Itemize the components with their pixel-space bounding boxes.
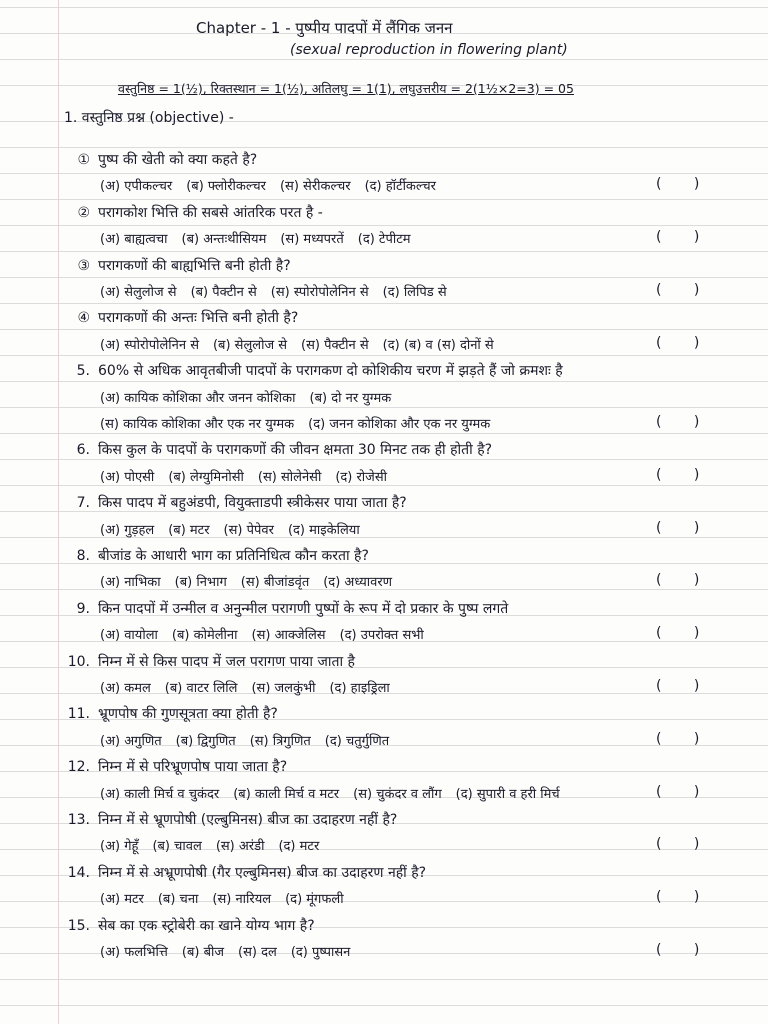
question-number: 8. [76, 548, 90, 564]
question-stem: किस पादप में बहुअंडपी, वियुक्ताडपी स्त्रीकेसर पाया जाता है? [98, 495, 407, 512]
option-choice[interactable]: (स) पैक्टीन से [301, 337, 369, 353]
question-stem: निम्न में से किस पादप में जल परागण पाया जाता है [98, 653, 355, 670]
question-stem: निम्न में से भ्रूणपोषी (एल्बुमिनस) बीज का उदाहरण नहीं है? [98, 812, 398, 828]
answer-bracket[interactable]: ( ) [656, 730, 714, 747]
option-choice[interactable]: (द) लिपिड से [382, 285, 447, 300]
question-number: ④ [77, 310, 90, 327]
option-row [100, 414, 504, 432]
option-choice[interactable]: (स) स्पोरोपोलेनिन से [270, 285, 369, 300]
question-text [60, 440, 492, 459]
option-row [100, 229, 425, 247]
question-stem: भ्रूणपोष की गुणसूत्रता क्या होती है? [98, 706, 278, 723]
answer-bracket[interactable]: ( ) [656, 466, 714, 483]
option-choice[interactable]: (स) कायिक कोशिका और एक नर युग्मक [100, 417, 295, 432]
question-number: 5. [76, 363, 90, 380]
answer-bracket[interactable]: ( ) [656, 176, 714, 193]
question-text [60, 757, 287, 776]
question-stem: निम्न में से परिभ्रूणपोष पाया जाता है? [98, 759, 288, 776]
question-number: ② [77, 204, 90, 221]
question-stem: परागकणों की अन्तः भित्ति बनी होती है? [98, 310, 299, 327]
option-choice[interactable]: (अ) काली मिर्च व चुकंदर [100, 786, 220, 802]
option-row [100, 467, 401, 485]
option-choice[interactable]: (द) सुपारी व हरी मिर्च [455, 786, 560, 802]
option-choice[interactable]: (स) चुकंदर व लौंग [353, 786, 442, 802]
option-row [100, 335, 508, 353]
option-choice[interactable]: (स) अरंडी [215, 839, 265, 855]
answer-bracket[interactable]: ( ) [656, 942, 714, 958]
option-choice[interactable]: (स) सेरीकल्चर [279, 179, 351, 195]
answer-bracket[interactable]: ( ) [656, 783, 714, 800]
question-number: 7. [76, 495, 90, 512]
option-choice[interactable]: (अ) कायिक कोशिका और जनन कोशिका [100, 390, 296, 406]
marks-distribution: वस्तुनिष्ठ = 1(½), रिक्तस्थान = 1(½), अतिलघु = 1(1), लघुउत्तरीय = 2(1½×2=3) = 05 [118, 81, 574, 96]
question-text [60, 599, 508, 618]
margin-line [58, 0, 59, 1024]
answer-bracket[interactable]: ( ) [656, 282, 714, 298]
question-text [60, 493, 407, 512]
option-choice[interactable]: (द) मटर [278, 839, 320, 855]
question-number: 15. [67, 917, 90, 934]
option-choice[interactable]: (ब) दो नर युग्मक [309, 390, 392, 406]
option-choice[interactable]: (ब) लेग्युमिनोसी [168, 469, 244, 485]
question-stem: निम्न में से अभ्रूणपोषी (गैर एल्बुमिनस) बीज का उदाहरण नहीं है? [98, 864, 427, 881]
answer-bracket[interactable]: ( ) [656, 519, 714, 536]
option-choice[interactable]: (ब) द्विगुणित [175, 733, 236, 749]
answer-bracket[interactable]: ( ) [656, 625, 714, 642]
option-row [100, 388, 405, 406]
option-row [100, 889, 358, 907]
option-choice[interactable]: (ब) वाटर लिलि [164, 681, 238, 696]
option-choice[interactable]: (ब) फ्लोरीकल्चर [186, 179, 266, 195]
option-choice[interactable]: (ब) बीज [181, 945, 225, 960]
option-choice[interactable]: (अ) कमल [100, 681, 151, 696]
option-choice[interactable]: (ब) मटर [168, 522, 210, 538]
option-choice[interactable]: (अ) सेलुलोज से [100, 285, 177, 300]
option-choice[interactable]: (अ) मटर [100, 892, 144, 908]
option-choice[interactable]: (स) मध्यपरतें [280, 232, 344, 248]
option-choice[interactable]: (ब) सेलुलोज से [212, 337, 288, 353]
answer-bracket[interactable]: ( ) [656, 572, 714, 589]
option-row [100, 520, 374, 538]
question-stem: पुष्प की खेती को क्या कहते है? [98, 152, 258, 168]
answer-bracket[interactable]: ( ) [656, 889, 714, 906]
option-row [100, 625, 438, 643]
question-number: 6. [76, 442, 90, 459]
option-choice[interactable]: (स) पेपेवर [223, 522, 274, 538]
question-text [60, 704, 278, 723]
option-choice[interactable]: (ब) पैक्टीन से [190, 285, 257, 300]
answer-bracket[interactable]: ( ) [656, 836, 714, 853]
question-stem: किन पादपों में उन्मील व अनुन्मील परागणी पुष्पों के रूप में दो प्रकार के पुष्प लगते [98, 600, 509, 617]
answer-bracket[interactable]: ( ) [656, 334, 714, 351]
question-text [60, 203, 323, 222]
option-choice[interactable]: (अ) नाभिका [100, 575, 161, 591]
option-choice[interactable]: (स) नारियल [212, 892, 272, 908]
option-choice[interactable]: (अ) पोएसी [100, 469, 155, 485]
question-stem: सेब का एक स्ट्रोबेरी का खाने योग्य भाग है? [98, 917, 315, 934]
option-choice[interactable]: (द) हाइड्रिला [329, 681, 390, 696]
option-choice[interactable]: (स) त्रिगुणित [249, 733, 311, 749]
answer-bracket[interactable]: ( ) [656, 678, 714, 694]
question-number: 13. [67, 812, 90, 828]
option-row [100, 572, 406, 590]
option-choice[interactable]: (द) उपरोक्त सभी [339, 628, 424, 644]
question-number: 11. [67, 706, 90, 723]
option-row [100, 176, 450, 194]
chapter-title: Chapter - 1 - पुष्पीय पादपों में लैंगिक जनन [196, 19, 453, 37]
option-choice[interactable]: (स) बीजांडवृंत [240, 575, 310, 591]
option-choice[interactable]: (स) जलकुंभी [251, 681, 316, 696]
option-choice[interactable]: (द) माइकेलिया [287, 522, 360, 538]
option-choice[interactable]: (ब) निभाग [174, 575, 227, 591]
option-choice[interactable]: (द) पुष्पासन [290, 945, 351, 960]
question-stem: परागकोश भित्ति की सबसे आंतरिक परत है - [98, 204, 323, 221]
option-choice[interactable]: (ब) चना [157, 892, 199, 908]
question-stem: 60% से अधिक आवृतबीजी पादपों के परागकण दो कोशिकीय चरण में झड़ते हैं जो क्रमशः है [98, 363, 563, 380]
option-choice[interactable]: (द) जनन कोशिका और एक नर युग्मक [308, 417, 491, 432]
question-text [60, 546, 369, 565]
question-text [60, 361, 563, 380]
option-row [100, 731, 403, 749]
option-choice[interactable]: (द) मूंगफली [285, 892, 344, 908]
question-number: ① [77, 152, 90, 168]
option-choice[interactable]: (अ) स्पोरोपोलेनिन से [100, 337, 199, 353]
option-choice[interactable]: (द) हॉर्टीकल्चर [364, 179, 436, 195]
chapter-subtitle: (sexual reproduction in flowering plant) [290, 42, 568, 58]
option-choice[interactable]: (द) टेपीटम [357, 232, 411, 248]
question-stem: किस कुल के पादपों के परागकणों की जीवन क्षमता 30 मिनट तक ही होती है? [98, 442, 493, 459]
question-text [60, 256, 291, 275]
option-choice[interactable]: (अ) गेहूँ [100, 839, 139, 855]
question-number: 9. [76, 600, 90, 617]
section-heading: 1. वस्तुनिष्ठ प्रश्न (objective) - [64, 110, 234, 126]
option-row [100, 282, 461, 300]
option-choice[interactable]: (अ) अगुणित [100, 733, 162, 749]
option-choice[interactable]: (ब) चावल [152, 839, 202, 855]
question-stem: बीजांड के आधारी भाग का प्रतिनिधित्व कौन करता है? [98, 548, 369, 564]
answer-bracket[interactable]: ( ) [656, 229, 714, 246]
question-text [60, 150, 257, 169]
question-number: 14. [67, 864, 90, 881]
question-number: 12. [67, 759, 90, 776]
question-text [60, 652, 355, 671]
option-choice[interactable]: (अ) बाह्यत्वचा [100, 232, 168, 248]
option-choice[interactable]: (अ) फलभित्ति [100, 945, 168, 960]
question-text [60, 308, 298, 327]
question-number: 10. [67, 653, 90, 670]
option-row [100, 836, 333, 854]
option-row [100, 678, 404, 696]
option-choice[interactable]: (अ) वायोला [100, 628, 158, 644]
option-choice[interactable]: (द) रोजेसी [335, 469, 387, 485]
option-choice[interactable]: (ब) कोमेलीना [171, 628, 238, 644]
option-choice[interactable]: (अ) एपीकल्चर [100, 179, 173, 195]
question-number: ③ [77, 257, 90, 274]
option-choice[interactable]: (अ) गुड़हल [100, 522, 155, 538]
option-row [100, 784, 574, 802]
option-row [100, 942, 364, 960]
option-choice[interactable]: (द) (ब) व (स) दोनों से [382, 337, 494, 353]
question-text [60, 916, 315, 935]
question-text [60, 810, 397, 829]
option-choice[interactable]: (स) सोलेनेसी [257, 469, 322, 485]
question-stem: परागकणों की बाह्यभित्ति बनी होती है? [98, 257, 291, 274]
question-text [60, 863, 426, 882]
option-choice[interactable]: (द) चतुर्गुणित [324, 733, 390, 749]
option-choice[interactable]: (स) दल [238, 945, 277, 960]
option-choice[interactable]: (द) अध्यावरण [323, 575, 393, 591]
option-choice[interactable]: (ब) काली मिर्च व मटर [233, 786, 340, 802]
option-choice[interactable]: (स) आक्जेलिस [251, 628, 326, 644]
answer-bracket[interactable]: ( ) [656, 414, 714, 430]
option-choice[interactable]: (ब) अन्तःथीसियम [181, 232, 267, 248]
